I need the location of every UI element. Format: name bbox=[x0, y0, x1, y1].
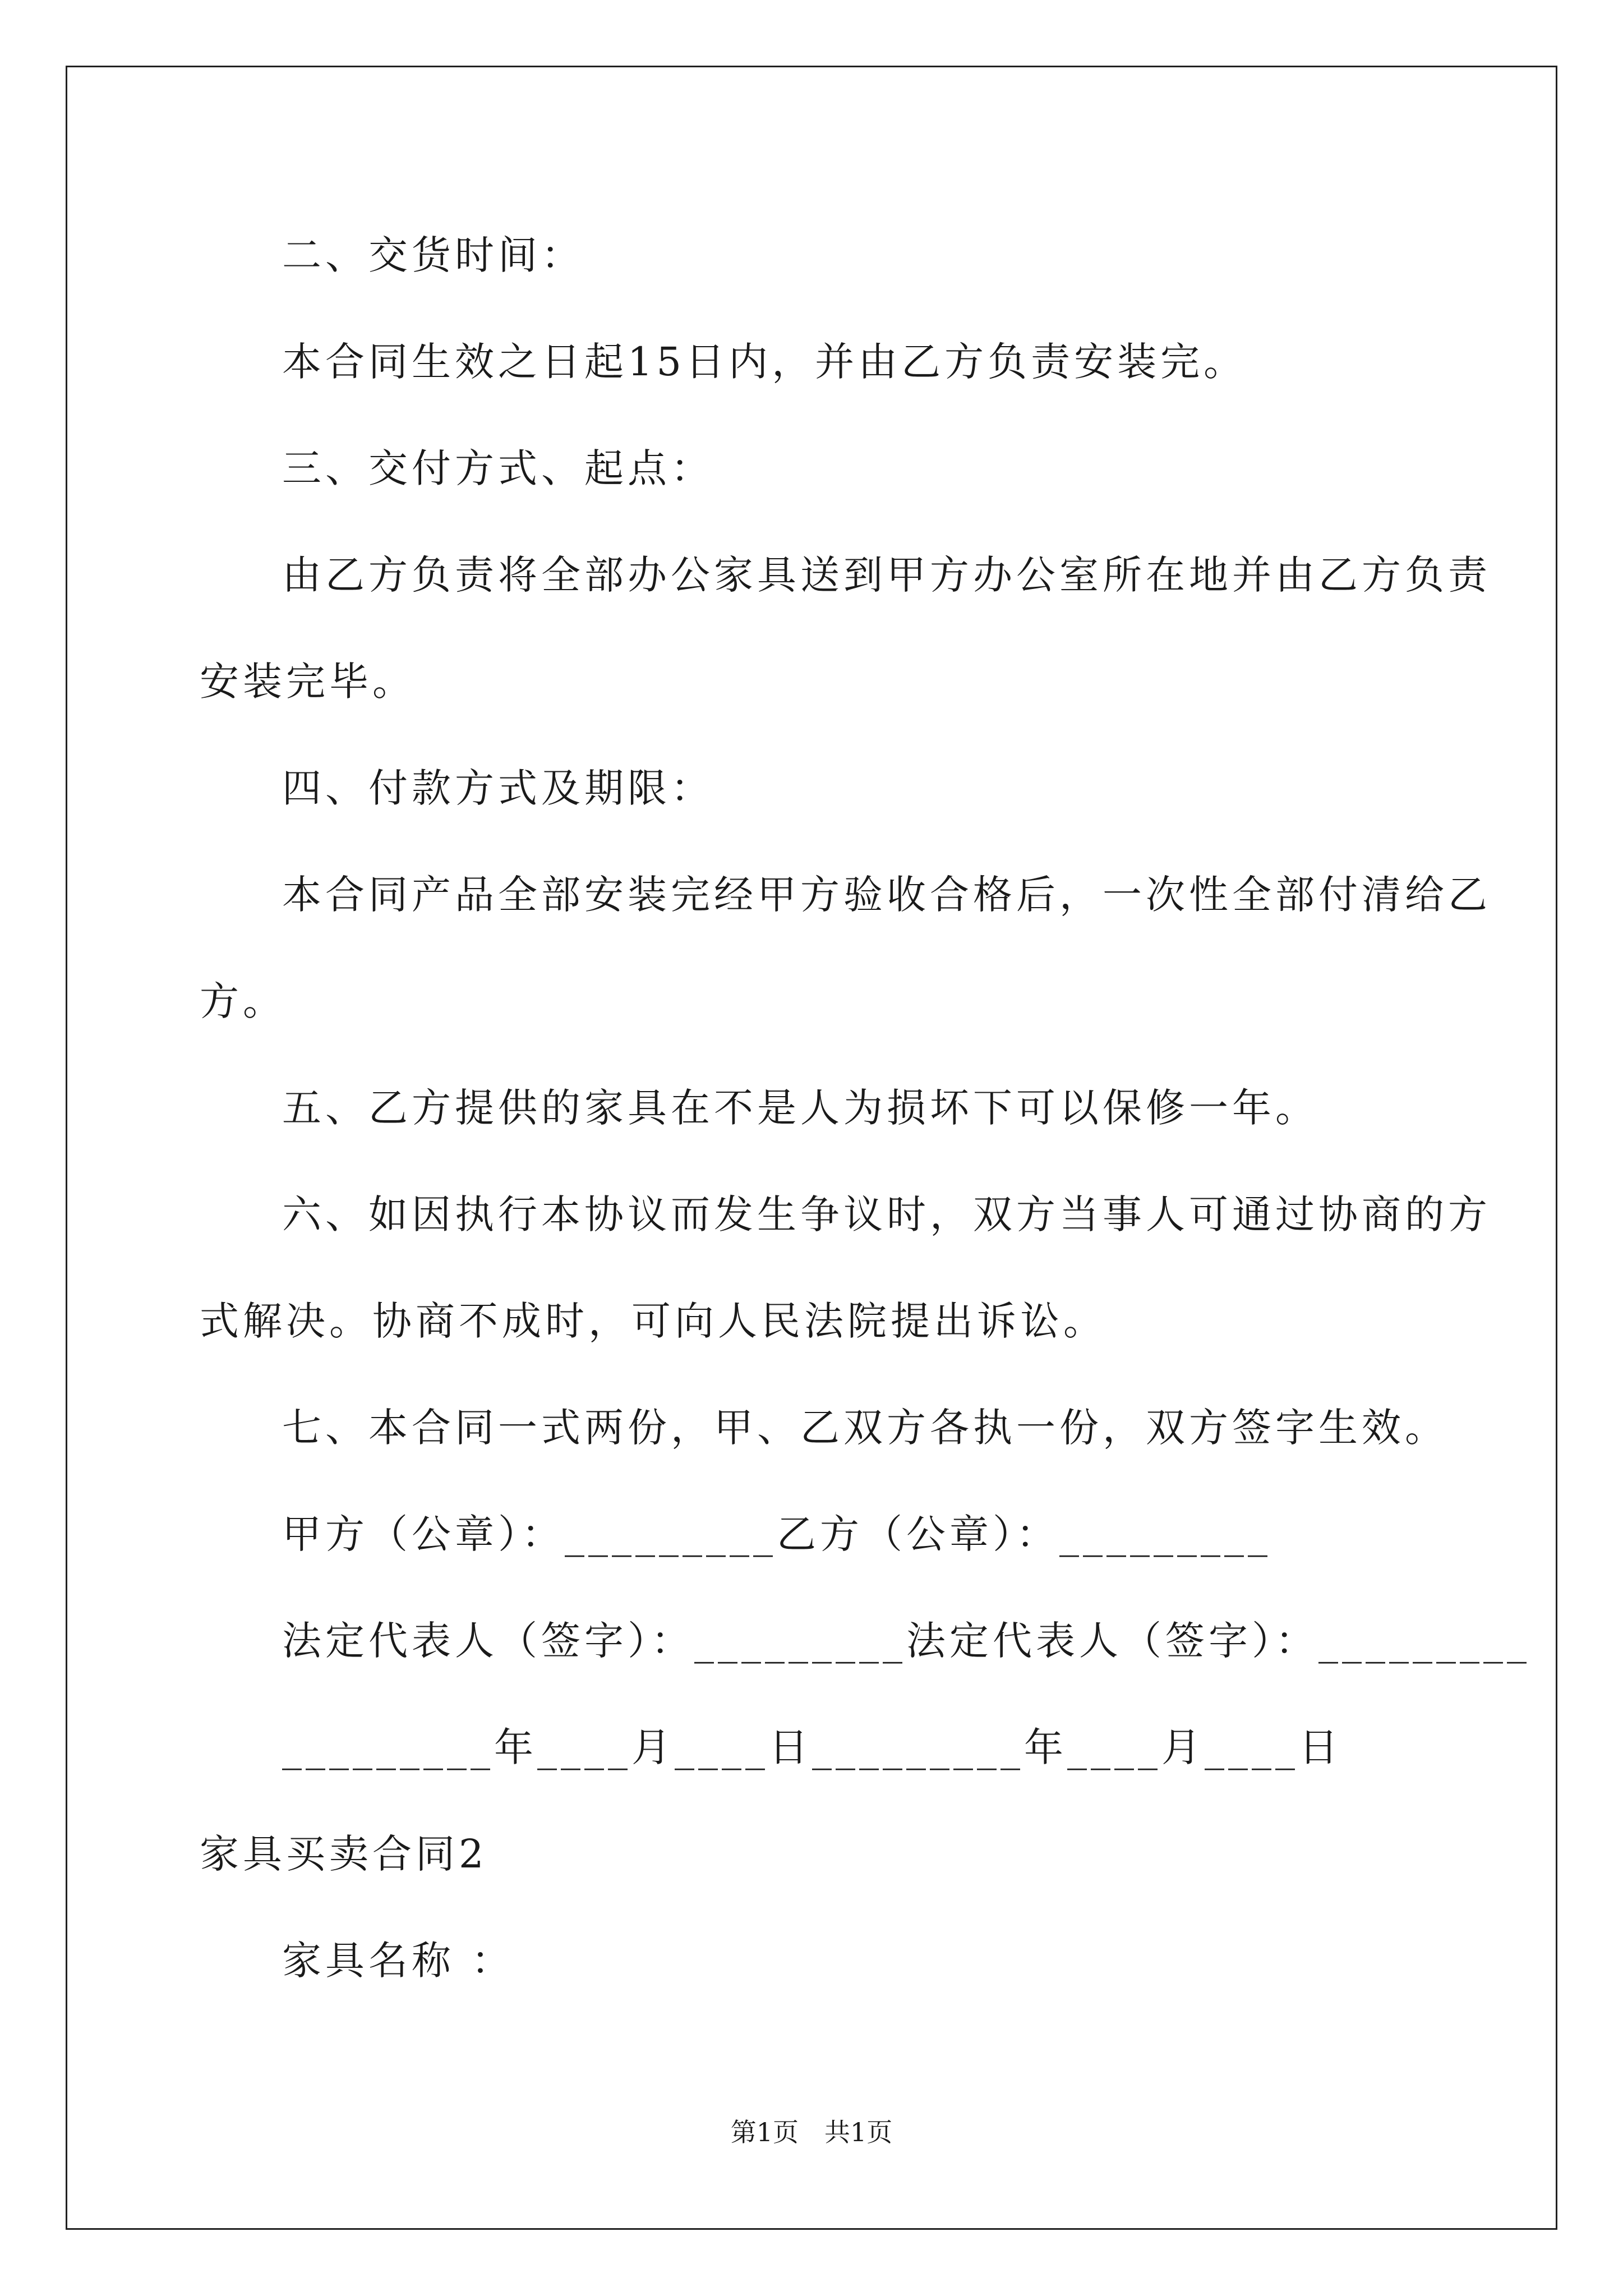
date-line: _________年____月____日_________年____月____日 bbox=[282, 1724, 1342, 1770]
section-7-text: 七、本合同一式两份，甲、乙双方各执一份，双方签字生效。 bbox=[282, 1405, 1448, 1451]
section-6-text-line-2: 式解决。协商不成时，可向人民法院提出诉讼。 bbox=[200, 1298, 1106, 1344]
section-2-heading: 二、交货时间： bbox=[282, 232, 584, 278]
contract-2-title: 家具买卖合同2 bbox=[200, 1831, 488, 1877]
section-3-body-line-1: 由乙方负责将全部办公家具送到甲方办公室所在地并由乙方负责 bbox=[282, 552, 1491, 598]
page-footer: 第1页 共1页 bbox=[730, 2117, 893, 2147]
section-4-body-line-2: 方。 bbox=[200, 978, 286, 1024]
section-3-heading: 三、交付方式、起点： bbox=[282, 445, 714, 491]
page-border bbox=[66, 66, 1557, 2230]
section-5-text: 五、乙方提供的家具在不是人为损坏下可以保修一年。 bbox=[282, 1085, 1318, 1131]
section-4-heading: 四、付款方式及期限： bbox=[282, 765, 714, 811]
section-6-text-line-1: 六、如因执行本协议而发生争议时，双方当事人可通过协商的方 bbox=[282, 1191, 1491, 1237]
representative-sign-line: 法定代表人（签字）：_________法定代表人（签字）：_________ bbox=[282, 1618, 1530, 1664]
section-2-body: 本合同生效之日起15日内，并由乙方负责安装完。 bbox=[282, 339, 1247, 385]
section-4-body-line-1: 本合同产品全部安装完经甲方验收合格后，一次性全部付清给乙 bbox=[282, 872, 1491, 918]
section-3-body-line-2: 安装完毕。 bbox=[200, 659, 416, 705]
party-seal-line: 甲方（公章）：_________乙方（公章）：_________ bbox=[282, 1511, 1271, 1557]
furniture-name-label: 家具名称 ： bbox=[282, 1938, 515, 1984]
